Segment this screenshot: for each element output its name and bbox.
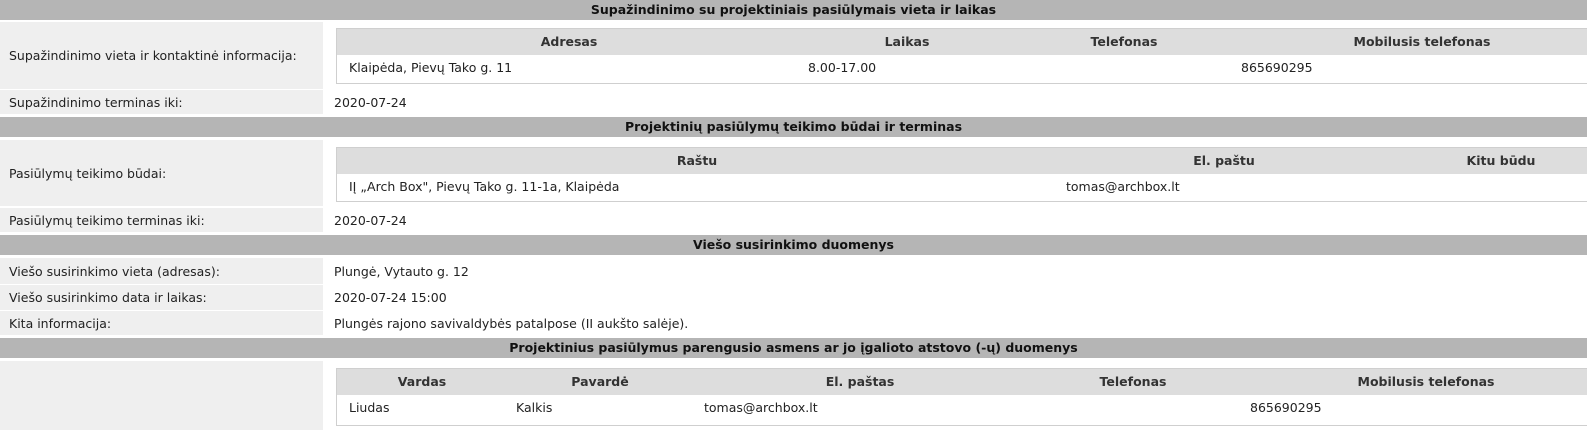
column-header-other: Kitu būdu: [1466, 153, 1536, 168]
meeting-place-label: Viešo susirinkimo vieta (adresas):: [0, 258, 323, 284]
deadline-value: 2020-07-24: [327, 90, 1587, 114]
meeting-info-value: Plungės rajono savivaldybės patalpose (II aukšto salėje).: [327, 311, 1587, 335]
cell-name: Liudas: [349, 400, 390, 415]
meeting-place-value: Plungė, Vytauto g. 12: [327, 258, 1587, 284]
column-header-written: Raštu: [676, 153, 718, 168]
section-header-presentation: Supažindinimo su projektiniais pasiūlymais vieta ir laikas: [0, 0, 1587, 20]
cell-email: tomas@archbox.lt: [1066, 179, 1180, 194]
cell-mobile: 865690295: [1241, 60, 1313, 75]
cell-mobile: 865690295: [1250, 400, 1322, 415]
column-header-mobile: Mobilusis telefonas: [1357, 374, 1495, 389]
cell-time: 8.00-17.00: [808, 60, 877, 75]
section-header-author: Projektinius pasiūlymus parengusio asmens ar jo įgalioto atstovo (-ų) duomenys: [0, 338, 1587, 358]
proposal-deadline-label: Pasiūlymų teikimo terminas iki:: [0, 208, 323, 232]
column-header-address: Adresas: [540, 34, 598, 49]
cell-email: tomas@archbox.lt: [704, 400, 818, 415]
submission-methods-table-header: [337, 148, 1587, 174]
submission-methods-table: [336, 147, 1587, 202]
cell-written: IĮ „Arch Box", Pievų Tako g. 11-1a, Klaipėda: [349, 179, 620, 194]
deadline-label: Supažindinimo terminas iki:: [0, 90, 323, 114]
column-header-email: El. paštas: [825, 374, 895, 389]
meeting-date-value: 2020-07-24 15:00: [327, 285, 1587, 310]
column-header-email: El. paštu: [1193, 153, 1255, 168]
author-label-empty: [0, 361, 323, 430]
submission-methods-label: Pasiūlymų teikimo būdai:: [0, 140, 323, 206]
column-header-time: Laikas: [884, 34, 930, 49]
cell-surname: Kalkis: [516, 400, 553, 415]
column-header-phone: Telefonas: [1099, 374, 1167, 389]
meeting-info-label: Kita informacija:: [0, 311, 323, 335]
contact-info-table: [336, 28, 1587, 84]
column-header-surname: Pavardė: [571, 374, 629, 389]
contact-info-label: Supažindinimo vieta ir kontaktinė informacija:: [0, 22, 323, 89]
column-header-name: Vardas: [397, 374, 447, 389]
cell-address: Klaipėda, Pievų Tako g. 11: [349, 60, 513, 75]
column-header-phone: Telefonas: [1090, 34, 1158, 49]
section-header-submission: Projektinių pasiūlymų teikimo būdai ir terminas: [0, 117, 1587, 137]
meeting-date-label: Viešo susirinkimo data ir laikas:: [0, 285, 323, 310]
proposal-deadline-value: 2020-07-24: [327, 208, 1587, 232]
column-header-mobile: Mobilusis telefonas: [1353, 34, 1491, 49]
section-header-meeting: Viešo susirinkimo duomenys: [0, 235, 1587, 255]
author-table: [336, 368, 1587, 426]
